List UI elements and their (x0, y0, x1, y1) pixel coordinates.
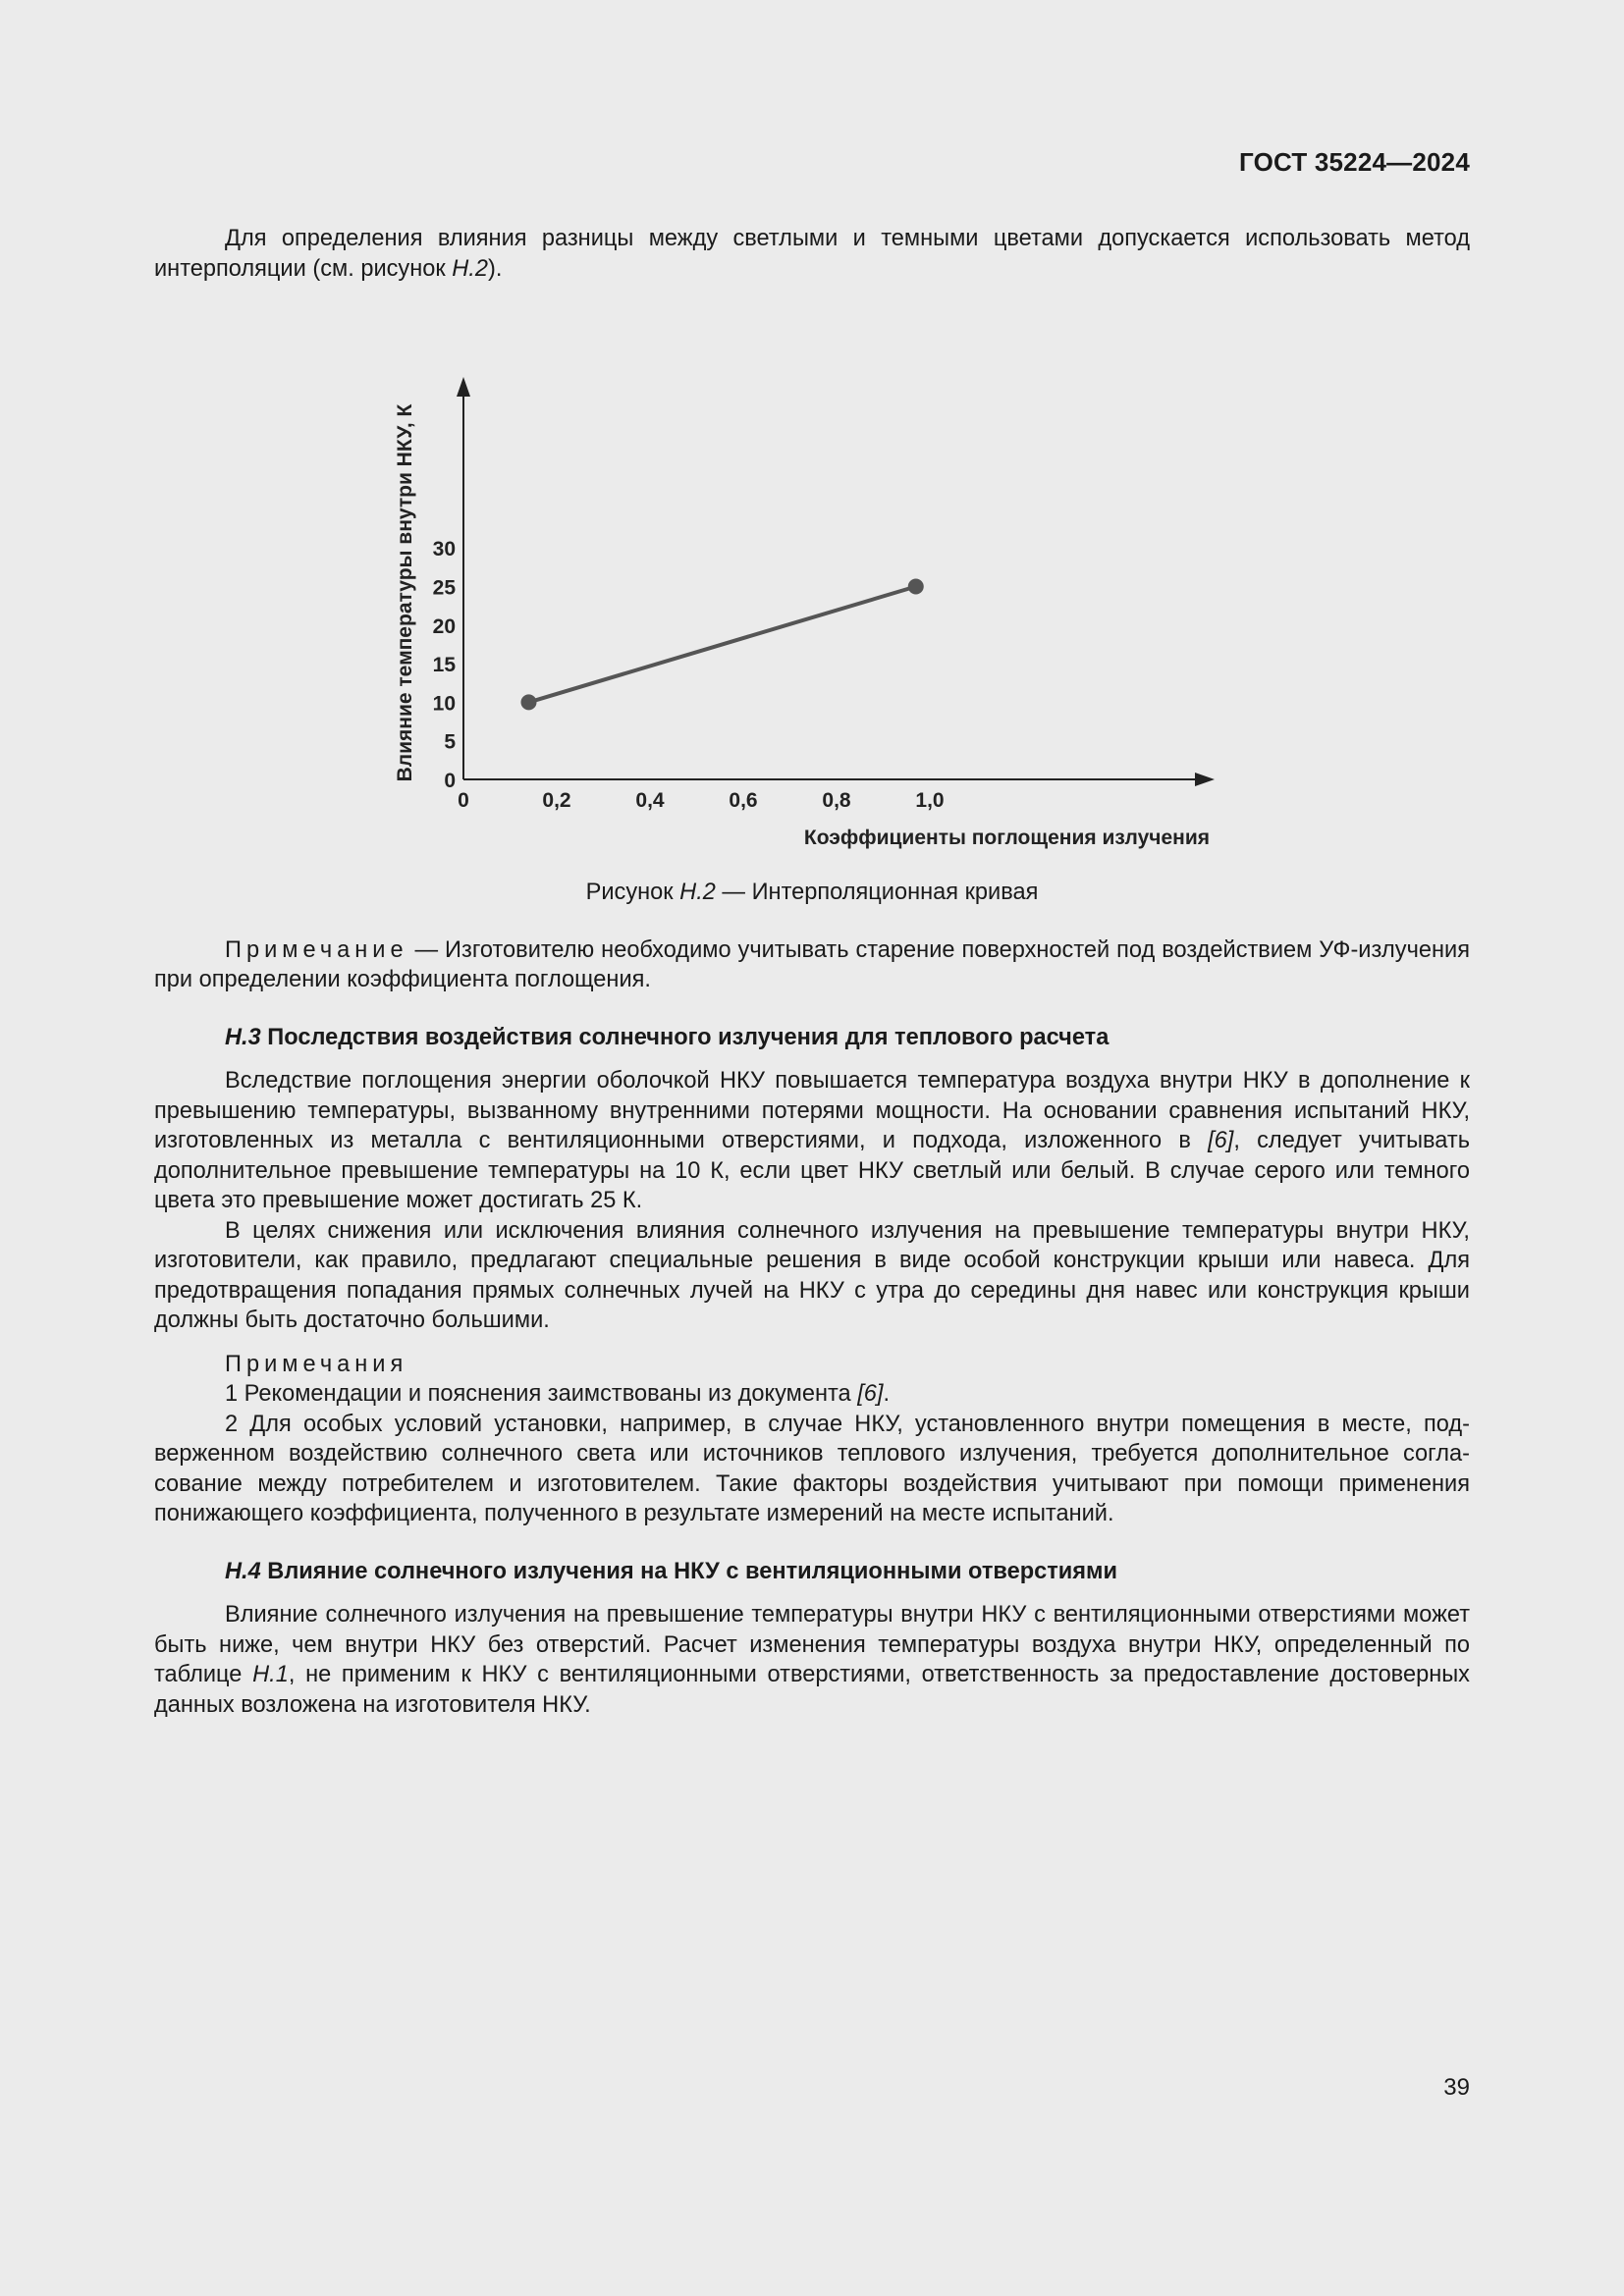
table-reference: Н.1 (252, 1662, 289, 1687)
y-tick-label: 10 (432, 692, 456, 716)
document-header: ГОСТ 35224—2024 (1239, 147, 1470, 177)
note-paragraph (154, 935, 1470, 995)
data-point (908, 579, 924, 595)
figure-reference: Н.2 (452, 255, 488, 282)
intro-text-end: ). (487, 255, 503, 282)
y-axis-arrow-icon (457, 377, 470, 397)
section-h4-title: Влияние солнечного излучения на НКУ с вентиляционными отверстиями (260, 1558, 1118, 1584)
paragraph-text: Влияние солнечного излучения на превышение температуры внутри НКУ с вентиляционными отверстиями может быть ниже, чем внутри НКУ без отверстий. Расчет изменения температуры воздуха внутри НКУ, определенный по таблице (154, 1602, 1470, 1687)
x-tick-label: 0,8 (822, 789, 851, 812)
note-item-end: . (883, 1381, 891, 1407)
intro-paragraph (154, 224, 1470, 284)
x-tick-label: 0 (458, 789, 469, 812)
paragraph-text-end: , не применим к НКУ с вентиляционными отверстиями, ответственность за предоставление достоверных данных возложена на изготовителя НКУ. (154, 1662, 1470, 1718)
x-tick-label: 0,6 (729, 789, 758, 812)
page-number: 39 (1443, 2074, 1470, 2101)
y-tick-label: 25 (432, 576, 456, 600)
bibliography-reference: [6] (857, 1381, 884, 1407)
x-tick-label: 0,4 (635, 789, 665, 812)
data-point (521, 694, 537, 710)
interpolation-chart (154, 284, 1470, 878)
y-tick-label: 15 (432, 654, 456, 677)
page-content (154, 224, 1470, 1720)
x-axis-label: Коэффициенты поглощения излучения (803, 827, 1210, 849)
section-h3-paragraph-1 (154, 1066, 1470, 1216)
caption-prefix: Рисунок (585, 880, 680, 905)
x-tick-label: 0,2 (542, 789, 571, 812)
intro-text: Для определения влияния разницы между светлыми и темными цветами допускается использовать метод интерполяции (см. рисунок (154, 226, 1470, 282)
bibliography-reference: [6] (1208, 1128, 1234, 1153)
x-tick-label: 1,0 (915, 789, 945, 812)
note-item-text: 1 Рекомендации и пояснения заимствованы из документа (225, 1381, 858, 1407)
section-h3-title: Последствия воздействия солнечного излучения для теплового расчета (260, 1024, 1110, 1050)
figure-caption (154, 878, 1470, 908)
section-h3-paragraph-2: В целях снижения или исключения влияния солнечного излучения на превышение температуры внутри НКУ, изготовители, как правило, предлагают специальные решения в виде особой конструкции крыши или навеса. Для предотвращения попадания прямых солнечных лучей на НКУ с утра до середины дня навес или конструкция крыши должны быть достаточно большими. (154, 1217, 1470, 1333)
section-h4-number: Н.4 (225, 1558, 261, 1584)
paragraph-text: Вследствие поглощения энергии оболочкой НКУ повышается температура воздуха внутри НКУ в дополнение к превышению температуры, вызванному внутренними потерями мощности. На основании сравнения испытаний НКУ, изготовленных из металла с вентиляционными отверстиями, и подхода, изложенного в (154, 1068, 1470, 1153)
y-tick-label: 20 (432, 614, 456, 638)
x-axis-arrow-icon (1195, 773, 1215, 786)
y-tick-label: 5 (444, 730, 456, 754)
paragraph-text-end: , следует учитывать дополнительное превышение температуры на 10 К, если цвет НКУ светлый или белый. В случае серого или темного цвета это превышение может достигать 25 К. (154, 1128, 1470, 1213)
note-text: — Изготовителю необходимо учитывать старение поверхностей под воздействием УФ-излучения при определении коэффициента поглощения. (154, 936, 1470, 992)
notes-label: Примечания (225, 1351, 408, 1377)
section-h4-paragraph (154, 1600, 1470, 1720)
note-label: Примечание (225, 936, 408, 963)
y-tick-label: 30 (432, 538, 456, 561)
section-h3-heading (154, 1023, 1470, 1053)
y-tick-label: 0 (444, 770, 456, 792)
caption-number: Н.2 (679, 880, 716, 905)
y-axis-label: Влияние температуры внутри НКУ, К (394, 403, 416, 782)
section-h4-heading (154, 1557, 1470, 1587)
caption-text: — Интерполяционная кривая (715, 880, 1039, 905)
note-item-1 (154, 1379, 1470, 1410)
section-h3-number: Н.3 (225, 1024, 261, 1050)
series-line (529, 587, 916, 703)
note-item-2: 2 Для особых условий установки, например, в случае НКУ, установленного внутри помещения в месте, подверженном воздействию солнечного света или источников теплового излучения, требуется дополнительное согласование между потребителем и изготовителем. Такие факторы воздействия учитывают при помощи применения понижающего коэффициента, полученного в результате измерений на месте испытаний. (154, 1411, 1470, 1526)
figure-chart (154, 284, 1470, 878)
